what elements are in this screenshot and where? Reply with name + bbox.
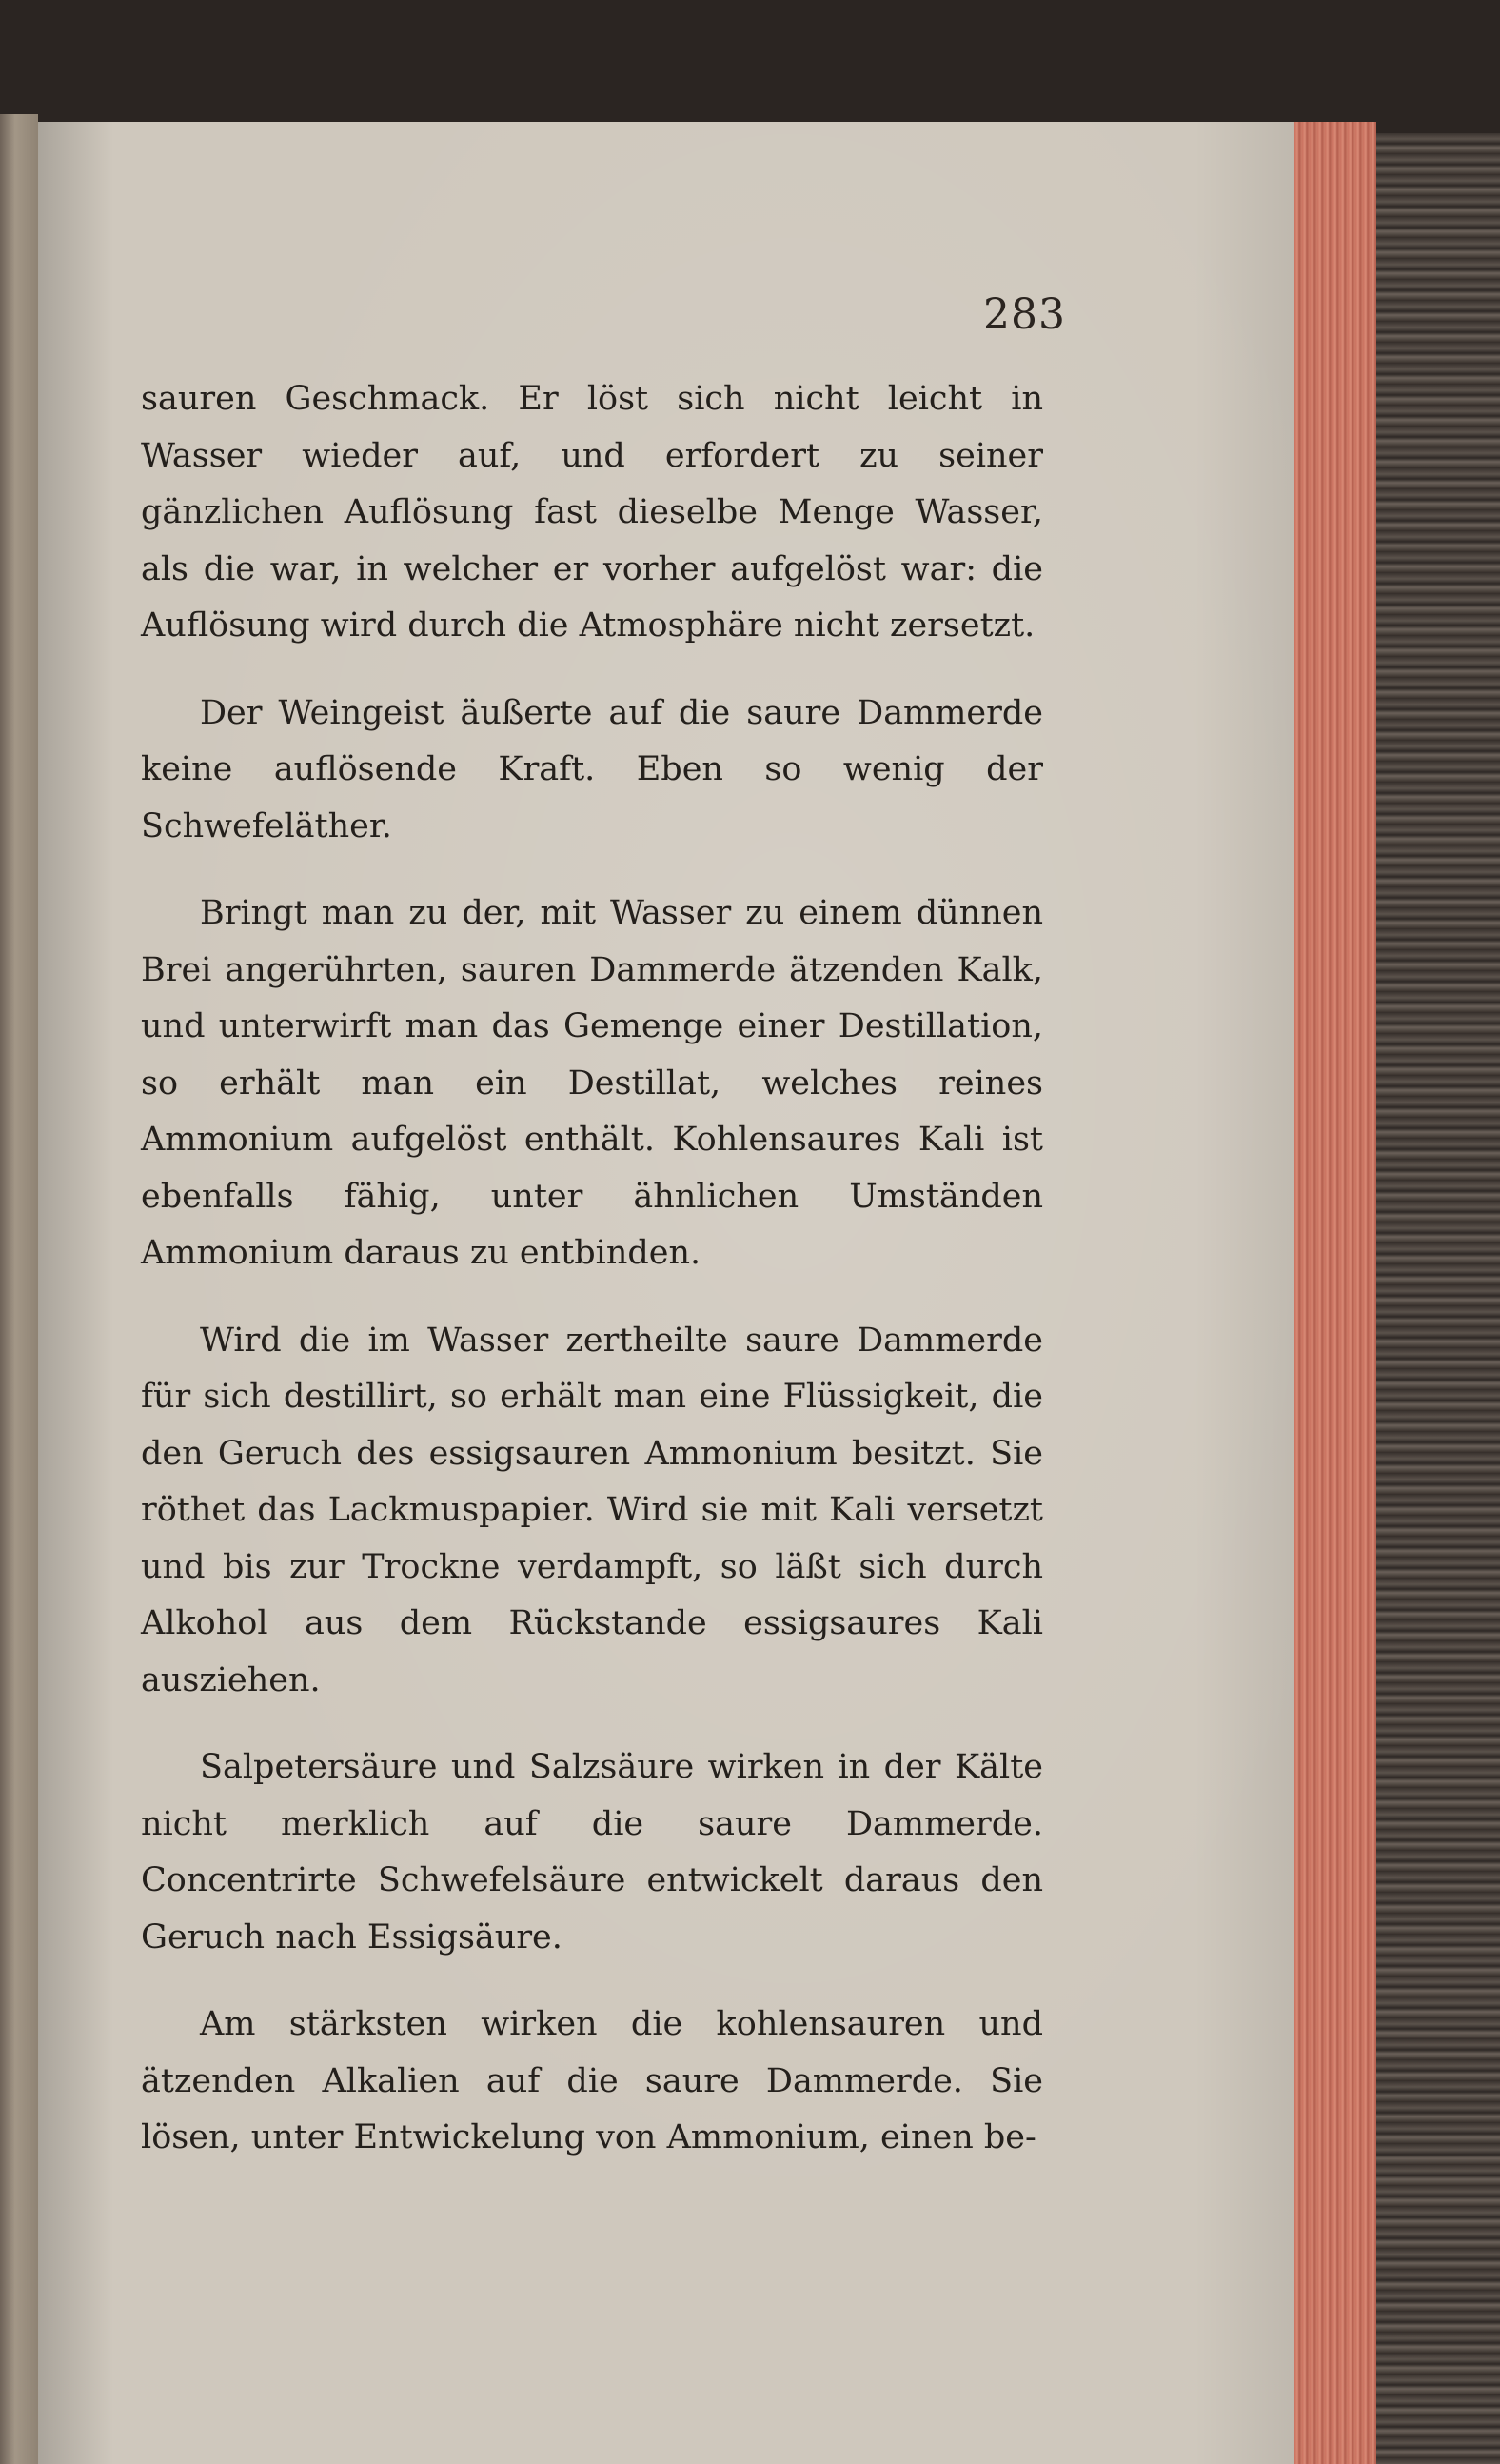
page-number: 283 <box>983 290 1066 339</box>
paragraph: Salpetersäure und Salzsäure wirken in der Kälte nicht merklich auf die saure Dammerde. Concentrirte Schwefelsäure entwickelt daraus den Geruch nach Essigsäure. <box>141 1748 1043 1957</box>
paragraph: Am stärksten wirken die kohlensauren und ätzenden Alkalien auf die saure Dammerde. Sie lösen, unter Entwickelung von Ammonium, einen be- <box>141 2005 1043 2156</box>
red-page-edges <box>1294 122 1376 2464</box>
page-text <box>141 371 1043 2167</box>
paragraph: Bringt man zu der, mit Wasser zu einem dünnen Brei angerührten, sauren Dammerde ätzenden Kalk, und unterwirft man das Gemenge einer Destillation, so erhält man ein Destillat, welches reines Ammonium aufgelöst enthält. Kohlensaures Kali ist ebenfalls fähig, unter ähnlichen Umständen Ammonium daraus zu entbinden. <box>141 894 1043 1272</box>
paragraph: sauren Geschmack. Er löst sich nicht leicht in Wasser wieder auf, und erfordert zu seiner gänzlichen Auflösung fast dieselbe Menge Wasser, als die war, in welcher er vorher aufgelöst war: die Auflösung wird durch die Atmosphäre nicht zersetzt. <box>141 380 1043 645</box>
paragraph: Der Weingeist äußerte auf die saure Dammerde keine auflösende Kraft. Eben so wenig der Schwefeläther. <box>141 693 1043 845</box>
previous-page-edge <box>0 114 38 2464</box>
paragraph: Wird die im Wasser zertheilte saure Dammerde für sich destillirt, so erhält man eine Flüssigkeit, die den Geruch des essigsauren Ammonium besitzt. Sie röthet das Lackmuspapier. Wird sie mit Kali versetzt und bis zur Trockne verdampft, so läßt sich durch Alkohol aus dem Rückstande essigsaures Kali ausziehen. <box>141 1321 1043 1699</box>
book-cover-edge <box>1376 133 1500 2464</box>
